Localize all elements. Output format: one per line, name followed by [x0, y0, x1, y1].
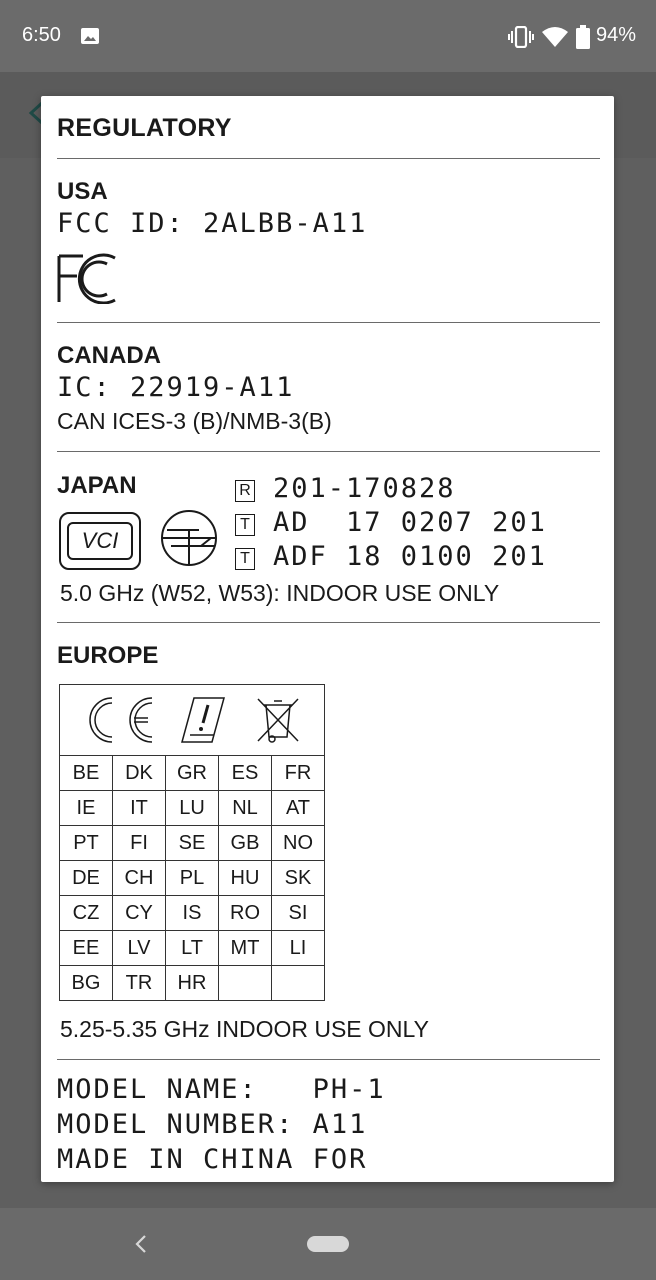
divider: [57, 622, 600, 623]
country-cell: HR: [166, 966, 219, 1001]
country-cell: BE: [60, 756, 113, 791]
country-cell: TR: [113, 966, 166, 1001]
country-cell: IT: [113, 791, 166, 826]
status-bar: [0, 0, 656, 72]
country-cell: LU: [166, 791, 219, 826]
ic-number: IC: 22919-A11: [57, 372, 295, 403]
country-cell: BG: [60, 966, 113, 1001]
t-mark-box: T: [235, 548, 255, 570]
weee-bin-icon: [254, 695, 302, 745]
country-cell: SK: [272, 861, 325, 896]
table-row: [60, 896, 325, 931]
japan-code-ad: AD 17 0207 201: [273, 507, 547, 538]
image-notification-icon: [81, 28, 99, 44]
japan-code-r: 201-170828: [273, 473, 456, 504]
country-cell: CH: [113, 861, 166, 896]
battery-percent: 94%: [596, 24, 637, 46]
country-cell: DK: [113, 756, 166, 791]
model-number: MODEL NUMBER: A11: [57, 1109, 368, 1140]
country-cell: ES: [219, 756, 272, 791]
fcc-id: FCC ID: 2ALBB-A11: [57, 208, 368, 239]
europe-heading: EUROPE: [57, 642, 159, 669]
country-cell: SE: [166, 826, 219, 861]
model-name: MODEL NAME: PH-1: [57, 1074, 386, 1105]
table-row: [60, 966, 325, 1001]
vcci-logo: [59, 512, 141, 570]
fcc-logo-icon: [57, 252, 129, 304]
country-cell: GR: [166, 756, 219, 791]
japan-heading: JAPAN: [57, 472, 137, 499]
country-cell: MT: [219, 931, 272, 966]
country-cell: LV: [113, 931, 166, 966]
regulatory-dialog: [41, 96, 614, 1182]
country-cell: HU: [219, 861, 272, 896]
japan-note: 5.0 GHz (W52, W53): INDOOR USE ONLY: [60, 580, 500, 606]
status-time: 6:50: [22, 24, 61, 46]
canada-heading: CANADA: [57, 342, 161, 369]
country-cell: DE: [60, 861, 113, 896]
country-cell: FI: [113, 826, 166, 861]
country-cell: SI: [272, 896, 325, 931]
country-cell: PL: [166, 861, 219, 896]
country-cell: NO: [272, 826, 325, 861]
country-cell: GB: [219, 826, 272, 861]
japan-telec-icon: [159, 508, 219, 568]
vibrate-icon: [508, 26, 534, 48]
eu-country-table: [59, 684, 325, 1001]
country-cell: CZ: [60, 896, 113, 931]
table-row: [60, 791, 325, 826]
made-in: MADE IN CHINA FOR: [57, 1144, 368, 1175]
nav-home-button[interactable]: [307, 1236, 349, 1252]
country-cell: FR: [272, 756, 325, 791]
europe-note: 5.25-5.35 GHz INDOOR USE ONLY: [60, 1016, 429, 1042]
country-cell: CY: [113, 896, 166, 931]
country-cell: LI: [272, 931, 325, 966]
country-cell: RO: [219, 896, 272, 931]
table-row: [60, 931, 325, 966]
table-row: [60, 826, 325, 861]
vcci-mark-text: VCI: [67, 522, 133, 560]
divider: [57, 158, 600, 159]
dialog-title: REGULATORY: [57, 114, 232, 142]
table-row: [60, 756, 325, 791]
country-cell: NL: [219, 791, 272, 826]
country-cell: [219, 966, 272, 1001]
t-mark-box: T: [235, 514, 255, 536]
divider: [57, 322, 600, 323]
japan-code-adf: ADF 18 0100 201: [273, 541, 547, 572]
nav-back-icon[interactable]: [132, 1232, 150, 1256]
country-cell: IS: [166, 896, 219, 931]
battery-icon: [576, 25, 590, 49]
table-row: [60, 861, 325, 896]
wifi-icon: [542, 26, 568, 48]
divider: [57, 451, 600, 452]
alert-class-icon: [180, 695, 226, 745]
ices-text: CAN ICES-3 (B)/NMB-3(B): [57, 408, 332, 434]
ce-mark-icon: [82, 694, 158, 746]
country-cell: IE: [60, 791, 113, 826]
eu-marks-cell: [60, 685, 325, 756]
divider: [57, 1059, 600, 1060]
country-cell: PT: [60, 826, 113, 861]
country-cell: AT: [272, 791, 325, 826]
country-cell: EE: [60, 931, 113, 966]
country-cell: LT: [166, 931, 219, 966]
country-cell: [272, 966, 325, 1001]
usa-heading: USA: [57, 178, 108, 205]
r-mark-box: R: [235, 480, 255, 502]
